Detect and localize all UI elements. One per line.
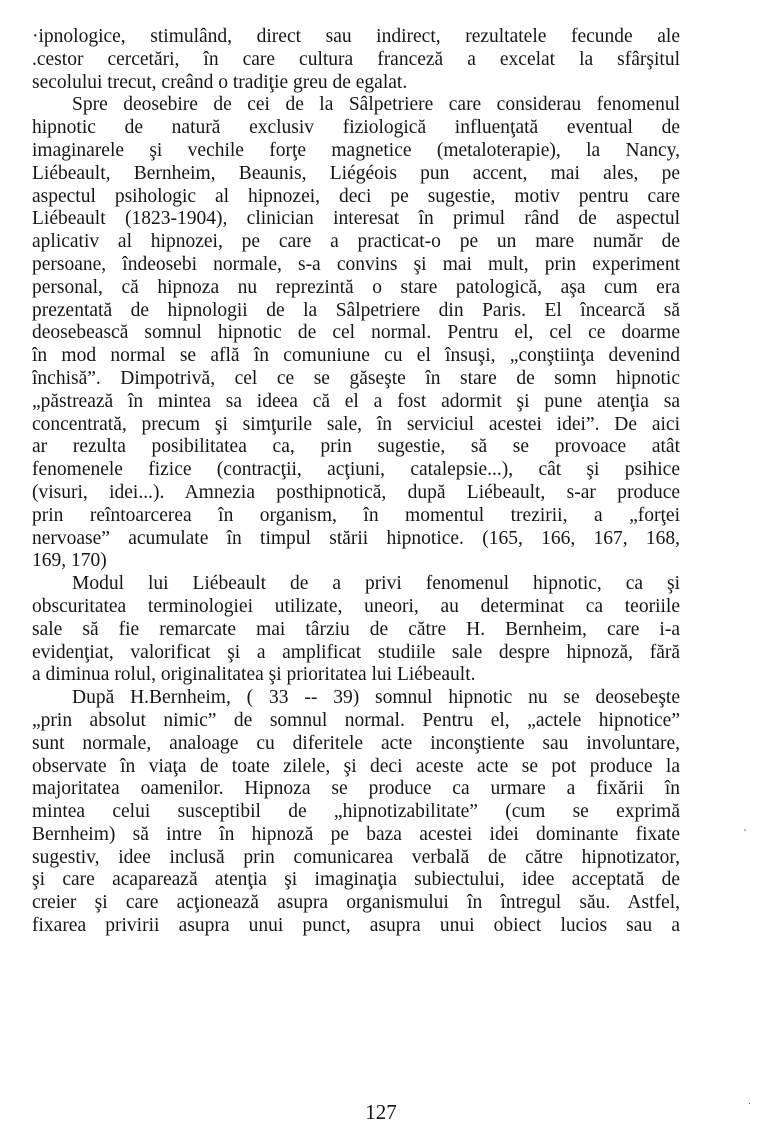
text-line: persoane, îndeosebi normale, s-a convins şi mai mult, prin experiment bbox=[32, 253, 680, 275]
text-line: „prin absolut nimic” de somnul normal. Pentru el, „actele hipnotice” bbox=[32, 709, 680, 731]
paragraph-start-line: Spre deosebire de cei de la Sâlpetriere care considerau fenomenul bbox=[72, 94, 680, 116]
text-line: ·ipnologice, stimulând, direct sau indirect, rezultatele fecunde ale bbox=[32, 26, 680, 47]
margin-speck: ' bbox=[744, 828, 746, 839]
text-line: în mod normal se află în comuniune cu el însuşi, „conştiinţa devenind bbox=[32, 345, 680, 367]
text-line: majoritatea oamenilor. Hipnoza se produce ca urmare a fixării în bbox=[32, 778, 680, 800]
text-line: observate în viaţa de toate zilele, şi deci aceste acte se pot produce la bbox=[32, 755, 680, 777]
text-line: nervoase” acumulate în timpul stării hipnotice. (165, 166, 167, 168, bbox=[32, 527, 680, 549]
text-line: fenomenele fizice (contracţii, acţiuni, catalepsie...), cât şi psihice bbox=[32, 459, 680, 481]
text-line: aplicativ al hipnozei, pe care a practicat-o pe un mare număr de bbox=[32, 231, 680, 253]
text-line: ar rezulta posibilitatea ca, prin sugestie, să se provoace atât bbox=[32, 436, 680, 458]
text-line: evidenţiat, valorificat şi a amplificat studiile sale despre hipnoză, fără bbox=[32, 641, 680, 663]
text-line: prin reîntoarcerea în organism, în momentul trezirii, a „forţei bbox=[32, 504, 680, 526]
text-line: Liébeault, Bernheim, Beaunis, Liégéois pun accent, mai ales, pe bbox=[32, 162, 680, 184]
page-number: 127 bbox=[365, 1100, 397, 1124]
text-line: fixarea privirii asupra unui punct, asupra unui obiect lucios sau a bbox=[32, 915, 680, 937]
text-line: personal, că hipnoza nu reprezintă o stare patologică, aşa cum era bbox=[32, 276, 680, 298]
text-line: obscuritatea terminologiei utilizate, uneori, au determinat ca teoriile bbox=[32, 595, 680, 617]
text-line: şi care acaparează atenţia şi imaginaţia subiectului, idee acceptată de bbox=[32, 869, 680, 891]
text-line: deosebească somnul hipnotic de cel normal. Pentru el, cel ce doarme bbox=[32, 322, 680, 344]
body-text bbox=[32, 26, 680, 938]
text-line: sugestiv, idee inclusă prin comunicarea verbală de către hipnotizator, bbox=[32, 846, 680, 868]
paragraph-start-line: Modul lui Liébeault de a privi fenomenul hipnotic, ca şi bbox=[72, 573, 680, 595]
text-line: creier şi care acţionează asupra organismului în întregul său. Astfel, bbox=[32, 892, 680, 914]
margin-speck: . bbox=[748, 1096, 751, 1107]
text-line: .cestor cercetări, în care cultura franceză a excelat la sfârşitul bbox=[32, 48, 680, 70]
text-line: mintea celui susceptibil de „hipnotizabilitate” (cum se exprimă bbox=[32, 801, 680, 823]
text-line: hipnotic de natură exclusiv fiziologică influenţată eventual de bbox=[32, 117, 680, 139]
text-line: aspectul psihologic al hipnozei, deci pe sugestie, motiv pentru care bbox=[32, 185, 680, 207]
text-line: „păstrează în mintea sa ideea că el a fost adormit şi pune atenţia sa bbox=[32, 390, 680, 412]
text-line: Bernheim) să intre în hipnoză pe baza acestei idei dominante fixate bbox=[32, 823, 680, 845]
text-line: sale să fie remarcate mai târziu de către H. Bernheim, care i-a bbox=[32, 618, 680, 640]
text-line: a diminua rolul, originalitatea şi prioritatea lui Liébeault. bbox=[32, 664, 476, 686]
text-line: închisă”. Dimpotrivă, cel ce se găseşte în stare de somn hipnotic bbox=[32, 367, 680, 389]
text-line: imaginarele şi vechile forţe magnetice (metaloterapie), la Nancy, bbox=[32, 139, 680, 161]
text-line: Liébeault (1823-1904), clinician interesat în primul rând de aspectul bbox=[32, 208, 680, 230]
text-line: sunt normale, analoage cu diferitele acte inconştiente sau involuntare, bbox=[32, 732, 680, 754]
text-line: 169, 170) bbox=[32, 550, 107, 572]
text-line: (visuri, idei...). Amnezia posthipnotică, după Liébeault, s-ar produce bbox=[32, 481, 680, 503]
text-line: secolului trecut, creând o tradiţie greu de egalat. bbox=[32, 71, 408, 93]
text-line: concentrată, precum şi simţurile sale, în serviciul acestei idei”. De aici bbox=[32, 413, 680, 435]
paragraph-start-line: După H.Bernheim, ( 33 -- 39) somnul hipnotic nu se deosebeşte bbox=[72, 687, 680, 709]
text-line: prezentată de hipnologii de la Sâlpetriere din Paris. El încearcă să bbox=[32, 299, 680, 321]
